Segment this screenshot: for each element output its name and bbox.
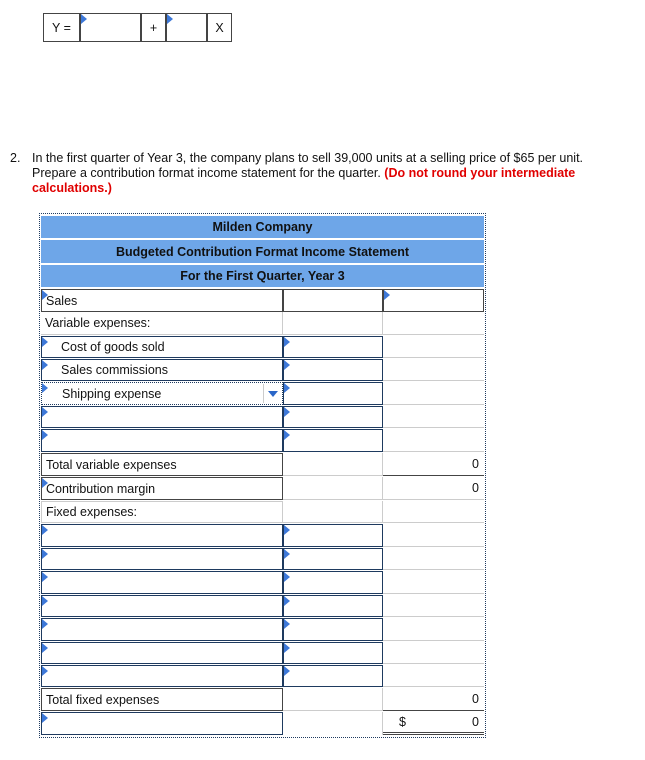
cogs-amount-input[interactable] (283, 336, 383, 358)
total-variable-value: 0 (472, 457, 479, 471)
variable-expenses-label: Variable expenses: (45, 316, 151, 330)
variable-blank-label-2[interactable] (41, 429, 283, 452)
fixed-blank-amount-3[interactable] (283, 571, 383, 594)
input-flag-icon (42, 360, 48, 370)
commissions-label: Sales commissions (61, 363, 168, 377)
chevron-down-icon (268, 391, 278, 397)
variable-blank-amount-1[interactable] (283, 406, 383, 428)
company-header (41, 216, 484, 239)
input-flag-icon (284, 407, 290, 417)
input-flag-icon (42, 525, 48, 535)
sales-label: Sales (46, 293, 78, 308)
fixed-blank-label-4[interactable] (41, 595, 283, 617)
input-flag-icon (284, 596, 290, 606)
fixed-blank-label-3[interactable] (41, 571, 283, 594)
total-fixed-value: 0 (472, 692, 479, 706)
plus-sign: + (149, 20, 158, 35)
fixed-blank-label-1[interactable] (41, 524, 283, 547)
fixed-right (383, 501, 484, 523)
question-line-2 (32, 166, 642, 181)
fixed-blank-label-6[interactable] (41, 642, 283, 664)
total-fixed-value-cell (383, 688, 484, 711)
input-flag-icon (42, 549, 48, 559)
net-income-value: 0 (472, 715, 479, 729)
fixed-blank-right-7 (383, 665, 484, 687)
contribution-value-cell (383, 477, 484, 500)
input-flag-icon (284, 643, 290, 653)
fixed-blank-amount-7[interactable] (283, 665, 383, 687)
question-line-1 (32, 151, 642, 166)
input-flag-icon (384, 290, 390, 300)
fixed-blank-amount-4[interactable] (283, 595, 383, 617)
input-flag-icon (284, 430, 290, 440)
fixed-blank-amount-5[interactable] (283, 618, 383, 641)
input-flag-icon (42, 619, 48, 629)
total-fixed-row (41, 688, 283, 711)
total-variable-value-cell (383, 453, 484, 476)
fixed-blank-label-2[interactable] (41, 548, 283, 570)
question-line-3 (32, 181, 642, 196)
fixed-blank-right-2 (383, 548, 484, 570)
total-variable-row (41, 453, 283, 476)
sales-label-cell[interactable] (41, 289, 283, 312)
question-text-1: In the first quarter of Year 3, the company plans to sell 39,000 units at a selling price of $65 per unit. (32, 151, 584, 165)
total-fixed-label: Total fixed expenses (46, 692, 160, 707)
commissions-amount-input[interactable] (283, 359, 383, 381)
fixed-blank-amount-1[interactable] (283, 524, 383, 547)
net-income-label-cell[interactable] (41, 712, 283, 735)
fixed-expenses-row (41, 501, 283, 523)
input-flag-icon (284, 383, 290, 393)
question-note-2: calculations.) (32, 181, 112, 195)
fixed-blank-right-4 (383, 595, 484, 617)
period-header (41, 265, 484, 287)
input-flag-icon (42, 596, 48, 606)
input-flag-icon (42, 643, 48, 653)
input-flag-icon (284, 572, 290, 582)
statement-period: For the First Quarter, Year 3 (180, 269, 345, 283)
company-name: Milden Company (212, 220, 313, 234)
input-flag-icon (42, 383, 48, 393)
net-income-mid (283, 712, 383, 735)
input-flag-icon (284, 666, 290, 676)
input-flag-icon (42, 430, 48, 440)
input-flag-icon (284, 549, 290, 559)
question-note: (Do not round your intermediate (384, 166, 576, 180)
fixed-blank-right-6 (383, 642, 484, 664)
shipping-amount-input[interactable] (283, 382, 383, 405)
total-fixed-mid (283, 688, 383, 711)
question-text-2: Prepare a contribution format income statement for the quarter. (32, 166, 381, 180)
variable-mid-cell (283, 312, 383, 335)
question-number (10, 151, 20, 166)
contribution-mid (283, 477, 383, 500)
variable-blank-amount-2[interactable] (283, 429, 383, 452)
variable-blank-right-2 (383, 429, 484, 452)
input-flag-icon (81, 14, 87, 24)
fixed-blank-right-1 (383, 524, 484, 547)
fixed-blank-amount-6[interactable] (283, 642, 383, 664)
input-flag-icon (42, 713, 48, 723)
statement-title: Budgeted Contribution Format Income Statement (115, 244, 410, 259)
variable-blank-right-1 (383, 406, 484, 428)
fixed-blank-label-5[interactable] (41, 618, 283, 641)
sales-amount-mid (283, 289, 383, 312)
formula-y-label (43, 13, 80, 42)
input-flag-icon (42, 407, 48, 417)
fixed-blank-right-3 (383, 571, 484, 594)
formula-plus (141, 13, 166, 42)
contribution-margin-value: 0 (472, 481, 479, 495)
sales-amount-input[interactable] (383, 289, 484, 312)
total-variable-label: Total variable expenses (46, 457, 177, 472)
shipping-right-cell (383, 382, 484, 405)
input-flag-icon (42, 337, 48, 347)
total-variable-mid (283, 453, 383, 476)
input-flag-icon (42, 572, 48, 582)
fixed-blank-right-5 (383, 618, 484, 641)
fixed-blank-amount-2[interactable] (283, 548, 383, 570)
formula-fixed-input[interactable] (166, 13, 207, 42)
fixed-blank-label-7[interactable] (41, 665, 283, 687)
net-income-value-cell (383, 712, 484, 735)
fixed-mid (283, 501, 383, 523)
input-flag-icon (284, 525, 290, 535)
shipping-select[interactable] (41, 382, 283, 405)
input-flag-icon (167, 14, 173, 24)
shipping-label: Shipping expense (62, 386, 162, 401)
commissions-right-cell (383, 359, 484, 381)
formula-y-input[interactable] (80, 13, 141, 42)
x-label: X (215, 20, 224, 35)
dropdown-button[interactable] (263, 384, 282, 403)
input-flag-icon (42, 666, 48, 676)
question-number-text: 2. (10, 151, 21, 165)
variable-blank-label-1[interactable] (41, 406, 283, 428)
cogs-label-cell[interactable] (41, 336, 283, 358)
statement-title-header (41, 240, 484, 264)
formula-x (207, 13, 232, 42)
variable-expenses-row (41, 312, 283, 335)
contribution-margin-label-cell[interactable] (41, 477, 283, 500)
fixed-expenses-label: Fixed expenses: (46, 505, 138, 519)
input-flag-icon (284, 337, 290, 347)
contribution-margin-label: Contribution margin (46, 481, 156, 496)
variable-right-cell (383, 312, 484, 335)
cogs-label: Cost of goods sold (61, 340, 165, 354)
cogs-right-cell (383, 336, 484, 358)
input-flag-icon (284, 360, 290, 370)
formula-y-text: Y = (52, 20, 71, 35)
commissions-label-cell[interactable] (41, 359, 283, 381)
input-flag-icon (284, 619, 290, 629)
currency-symbol: $ (399, 715, 406, 729)
